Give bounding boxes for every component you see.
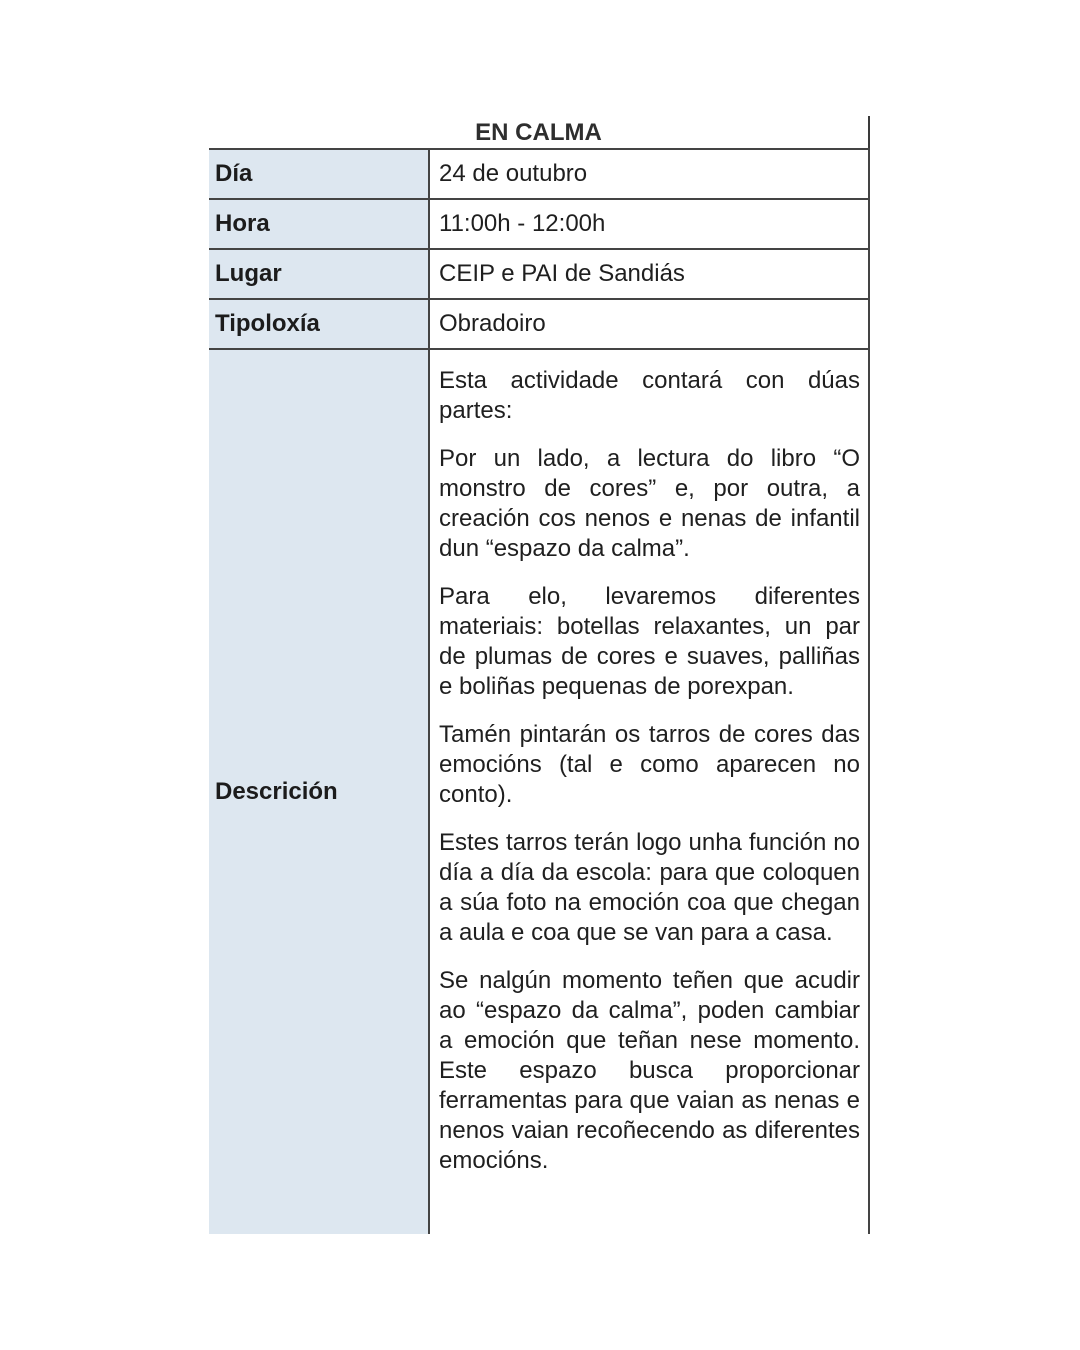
row-place xyxy=(209,249,869,299)
place-value: CEIP e PAI de Sandiás xyxy=(429,249,869,299)
sheet-title: EN CALMA xyxy=(475,119,602,146)
row-description xyxy=(209,349,869,1234)
description-paragraph: Se nalgún momento teñen que acudir ao “espazo da calma”, poden cambiar a emoción que teñan nese momento. Este espazo busca proporcionar ferramentas para que vaian as nenas e nenos vaian recoñecendo as diferentes emocións. xyxy=(439,967,860,1174)
description-paragraph: Estes tarros terán logo unha función no día a día da escola: para que coloquen a súa foto na emoción coa que chegan a aula e coa que se van para a casa. xyxy=(439,829,860,946)
place-label: Lugar xyxy=(209,249,429,299)
type-label: Tipoloxía xyxy=(209,299,429,349)
row-type xyxy=(209,299,869,349)
title-row xyxy=(209,116,870,148)
time-value: 11:00h - 12:00h xyxy=(429,199,869,249)
row-time xyxy=(209,199,869,249)
description-label: Descrición xyxy=(209,349,429,1234)
description-paragraph: Por un lado, a lectura do libro “O monstro de cores” e, por outra, a creación cos nenos e nenas de infantil dun “espazo da calma”. xyxy=(439,445,860,562)
type-value: Obradoiro xyxy=(429,299,869,349)
day-value: 24 de outubro xyxy=(429,149,869,199)
description-paragraph: Para elo, levaremos diferentes materiais: botellas relaxantes, un par de plumas de cores e suaves, palliñas e boliñas pequenas de porexpan. xyxy=(439,583,860,700)
day-label: Día xyxy=(209,149,429,199)
row-day xyxy=(209,149,869,199)
activity-sheet xyxy=(209,116,870,1234)
description-paragraph: Esta actividade contará con dúas partes: xyxy=(439,367,860,424)
time-label: Hora xyxy=(209,199,429,249)
description-value xyxy=(429,349,869,1234)
description-paragraph: Tamén pintarán os tarros de cores das emocións (tal e como aparecen no conto). xyxy=(439,721,860,808)
activity-table xyxy=(209,148,870,1234)
